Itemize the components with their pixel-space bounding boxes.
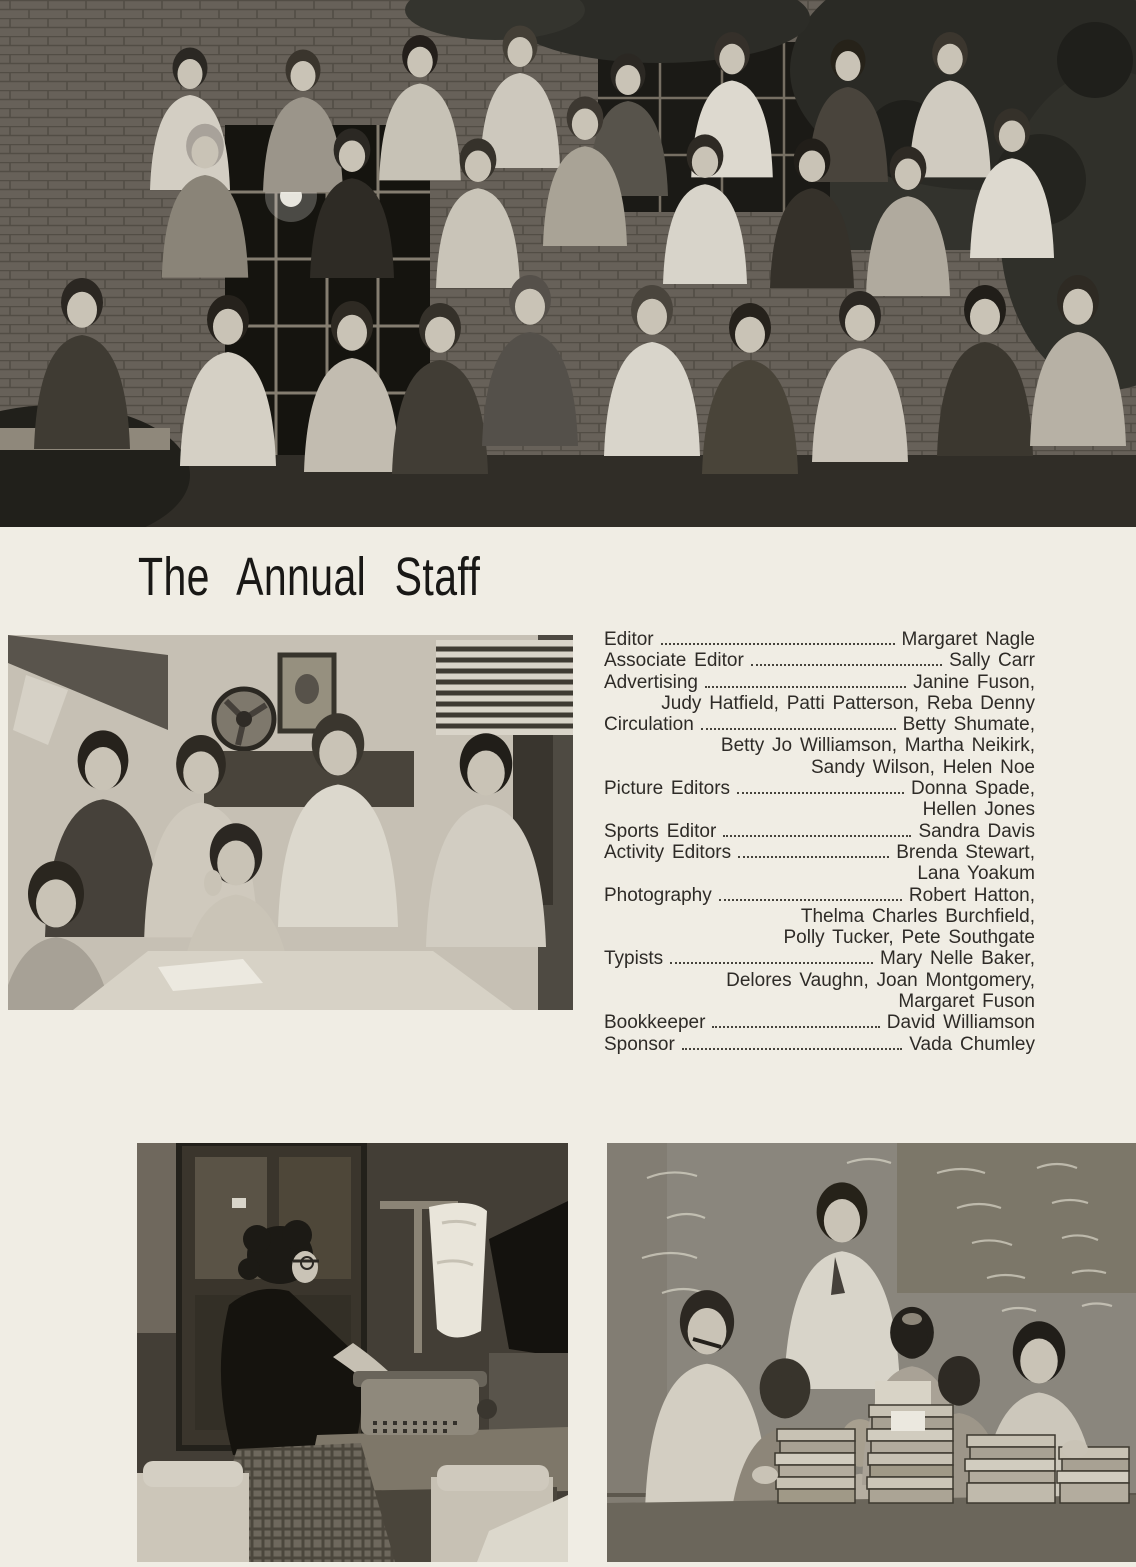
typist-photo-illustration (137, 1143, 568, 1562)
dot-leader (751, 664, 942, 666)
roster-entry (604, 1012, 1035, 1033)
roster-role: Sponsor (604, 1033, 675, 1055)
cabinet-shelf (204, 751, 414, 807)
study-desk (607, 1495, 1136, 1562)
hand-on-cheek (204, 870, 222, 896)
roster-entry (604, 842, 1035, 885)
roster-name: Vada Chumley (909, 1033, 1035, 1055)
dot-leader (738, 856, 889, 858)
dot-leader (719, 899, 902, 901)
dot-leader (712, 1026, 879, 1028)
roster-entry (604, 778, 1035, 821)
roster-continuation: Margaret Fuson (898, 991, 1035, 1013)
roster-role: Advertising (604, 671, 698, 693)
roster-continuation: Thelma Charles Burchfield, (800, 905, 1035, 927)
table-fan (214, 689, 274, 749)
roster-entry (604, 1034, 1035, 1055)
roster-role: Picture Editors (604, 778, 731, 800)
hanging-towel (429, 1203, 487, 1338)
roster-role: Associate Editor (604, 650, 744, 672)
typewriter (353, 1371, 497, 1435)
middle-left-photo-illustration (8, 635, 573, 1010)
staff-roster (604, 629, 1035, 1055)
roster-entry (604, 821, 1035, 842)
roster-role: Activity Editors (604, 841, 732, 863)
dot-leader (723, 835, 911, 837)
roster-entry (604, 948, 1035, 1012)
dot-leader (670, 962, 873, 964)
roster-name: Robert Hatton, (908, 884, 1035, 906)
roster-name: Donna Spade, (911, 778, 1035, 800)
page-title: The Annual Staff (138, 547, 481, 607)
roster-continuation: Lana Yoakum (917, 863, 1035, 885)
window-blinds (436, 640, 573, 735)
dot-leader (661, 643, 895, 645)
roster-continuation: Hellen Jones (922, 799, 1035, 821)
roster-name: Betty Shumate, (902, 714, 1035, 736)
roster-name: Sally Carr (949, 650, 1035, 672)
chalkboard-photo-illustration (607, 1143, 1136, 1562)
roster-continuation: Betty Jo Williamson, Martha Neikirk, (720, 735, 1035, 757)
roster-role: Bookkeeper (604, 1012, 706, 1034)
roster-entry (604, 650, 1035, 671)
dot-leader (737, 792, 904, 794)
roster-role: Editor (604, 629, 654, 650)
roster-continuation: Judy Hatfield, Patti Patterson, Reba Denny (661, 692, 1035, 714)
middle-left-photo (8, 635, 573, 1010)
roster-entry (604, 672, 1035, 715)
roster-role: Photography (604, 884, 712, 906)
roster-name: Brenda Stewart, (896, 841, 1035, 863)
roster-name: Janine Fuson, (913, 671, 1035, 693)
top-group-photo (0, 0, 1136, 527)
roster-continuation: Delores Vaughn, Joan Montgomery, (726, 969, 1035, 991)
roster-entry (604, 714, 1035, 778)
roster-role: Sports Editor (604, 820, 717, 842)
roster-role: Circulation (604, 714, 694, 736)
roster-name: Sandra Davis (918, 820, 1035, 842)
roster-name: Margaret Nagle (901, 629, 1035, 650)
roster-name: Mary Nelle Baker, (880, 948, 1035, 970)
roster-entry (604, 885, 1035, 949)
top-group-photo-illustration (0, 0, 1136, 527)
dot-leader (701, 728, 896, 730)
roster-name: David Williamson (886, 1012, 1035, 1034)
roster-continuation: Polly Tucker, Pete Southgate (783, 927, 1035, 949)
bottom-right-photo (607, 1143, 1136, 1562)
dot-leader (705, 686, 906, 688)
dot-leader (682, 1048, 903, 1050)
roster-continuation: Sandy Wilson, Helen Noe (811, 756, 1035, 778)
roster-role: Typists (604, 948, 664, 970)
bottom-left-photo (137, 1143, 568, 1562)
roster-entry (604, 629, 1035, 650)
